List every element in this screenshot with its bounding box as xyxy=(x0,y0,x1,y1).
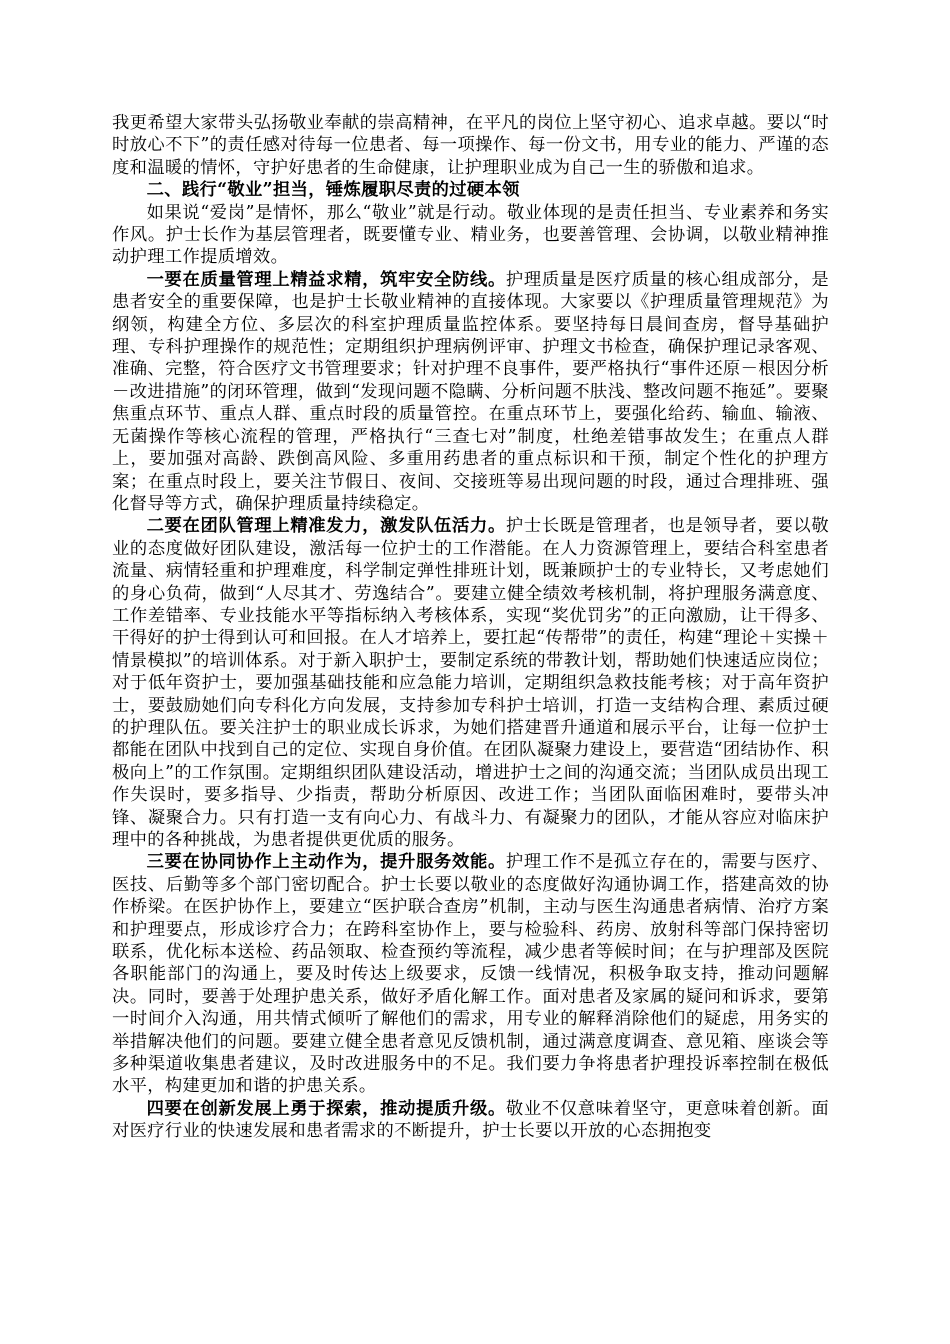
point-paragraph-1 xyxy=(112,269,829,515)
point-lead-4: 四要在创新发展上勇于探索，推动提质升级。 xyxy=(146,1098,506,1119)
point-body-2: 护士长既是管理者，也是领导者，要以敬业的态度做好团队建设，激活每一位护士的工作潜能。在人力资源管理上，要结合科室患者流量、病情轻重和护理难度，科学制定弹性排班计划，既兼顾护士的专业特长，又考虑她们的身心负荷，做到“人尽其才、劳逸结合”。要建立健全绩效考核机制，将护理服务满意度、工作差错率、专业技能水平等指标纳入考核体系，实现“奖优罚劣”的正向激励，让干得多、干得好的护士得到认可和回报。在人才培养上，要扛起“传帮带”的责任，构建“理论＋实操＋情景模拟”的培训体系。对于新入职护士，要制定系统的带教计划，帮助她们快速适应岗位；对于低年资护士，要加强基础技能和应急能力培训，定期组织急救技能考核；对于高年资护士，要鼓励她们向专科化方向发展，支持参加专科护士培训，打造一支结构合理、素质过硬的护理队伍。要关注护士的职业成长诉求，为她们搭建晋升通道和展示平台，让每一位护士都能在团队中找到自己的定位、实现自身价值。在团队凝聚力建设上，要营造“团结协作、积极向上”的工作氛围。定期组织团队建设活动，增进护士之间的沟通交流；当团队成员出现工作失误时，要多指导、少指责，帮助分析原因、改进工作；当团队面临困难时，要带头冲锋、凝聚合力。只有打造一支有向心力、有战斗力、有凝聚力的团队，才能从容应对临床护理中的各种挑战，为患者提供更优质的服务。 xyxy=(112,516,829,850)
intro-paragraph: 我更希望大家带头弘扬敬业奉献的崇高精神，在平凡的岗位上坚守初心、追求卓越。要以“时时放心不下”的责任感对待每一位患者、每一项操作、每一份文书，用专业的能力、严谨的态度和温暖的情怀，守护好患者的生命健康，让护理职业成为自己一生的骄傲和追求。 xyxy=(112,113,829,178)
document-page xyxy=(112,112,829,1143)
point-body-1: 护理质量是医疗质量的核心组成部分，是患者安全的重要保障，也是护士长敬业精神的直接体现。大家要以《护理质量管理规范》为纲领，构建全方位、多层次的科室护理质量监控体系。要坚持每日晨间查房，督导基础护理、专科护理操作的规范性；定期组织护理病例评审、护理文书检查，确保护理记录客观、准确、完整，符合医疗文书管理要求；针对护理不良事件，要严格执行“事件还原－根因分析－改进措施”的闭环管理，做到“发现问题不隐瞒、分析问题不肤浅、整改问题不拖延”。要聚焦重点环节、重点人群、重点时段的质量管控。在重点环节上，要强化给药、输血、输液、无菌操作等核心流程的管理，严格执行“三查七对”制度，杜绝差错事故发生；在重点人群上，要加强对高龄、跌倒高风险、多重用药患者的重点标识和干预，制定个性化的护理方案；在重点时段上，要关注节假日、夜间、交接班等易出现问题的时段，通过合理排班、强化督导等方式，确保护理质量持续稳定。 xyxy=(112,269,829,514)
section-intro-paragraph: 如果说“爱岗”是情怀，那么“敬业”就是行动。敬业体现的是责任担当、专业素养和务实作风。护士长作为基层管理者，既要懂专业、精业务，也要善管理、会协调，以敬业精神推动护理工作提质增效。 xyxy=(112,202,829,268)
point-lead-3: 三要在协同协作上主动作为，提升服务效能。 xyxy=(146,852,506,873)
point-lead-2: 二要在团队管理上精准发力，激发队伍活力。 xyxy=(146,516,506,537)
point-body-3: 护理工作不是孤立存在的，需要与医疗、医技、后勤等多个部门密切配合。护士长要以敬业的态度做好沟通协调工作，搭建高效的协作桥梁。在医护协作上，要建立“医护联合查房”机制，主动与医生沟通患者病情、治疗方案和护理要点，形成诊疗合力；在跨科室协作上，要与检验科、药房、放射科等部门保持密切联系，优化标本送检、药品领取、检查预约等流程，减少患者等候时间；在与护理部及医院各职能部门的沟通上，要及时传达上级要求，反馈一线情况，积极争取支持，推动问题解决。同时，要善于处理护患关系，做好矛盾化解工作。面对患者及家属的疑问和诉求，要第一时间介入沟通，用共情式倾听了解他们的需求，用专业的解释消除他们的疑虑，用务实的举措解决他们的问题。要建立健全患者意见反馈机制，通过满意度调查、意见箱、座谈会等多种渠道收集患者建议，及时改进服务中的不足。我们要力争将患者护理投诉率控制在极低水平，构建更加和谐的护患关系。 xyxy=(112,852,829,1097)
point-paragraph-4 xyxy=(112,1098,829,1143)
point-lead-1: 一要在质量管理上精益求精，筑牢安全防线。 xyxy=(146,269,506,290)
point-paragraph-3 xyxy=(112,851,829,1097)
point-body-4: 敬业不仅意味着坚守，更意味着创新。面对医疗行业的快速发展和患者需求的不断提升，护士长要以开放的心态拥抱变 xyxy=(112,1098,829,1142)
section-heading: 二、践行“敬业”担当，锤炼履职尽责的过硬本领 xyxy=(146,180,520,201)
point-paragraph-2 xyxy=(112,515,829,851)
